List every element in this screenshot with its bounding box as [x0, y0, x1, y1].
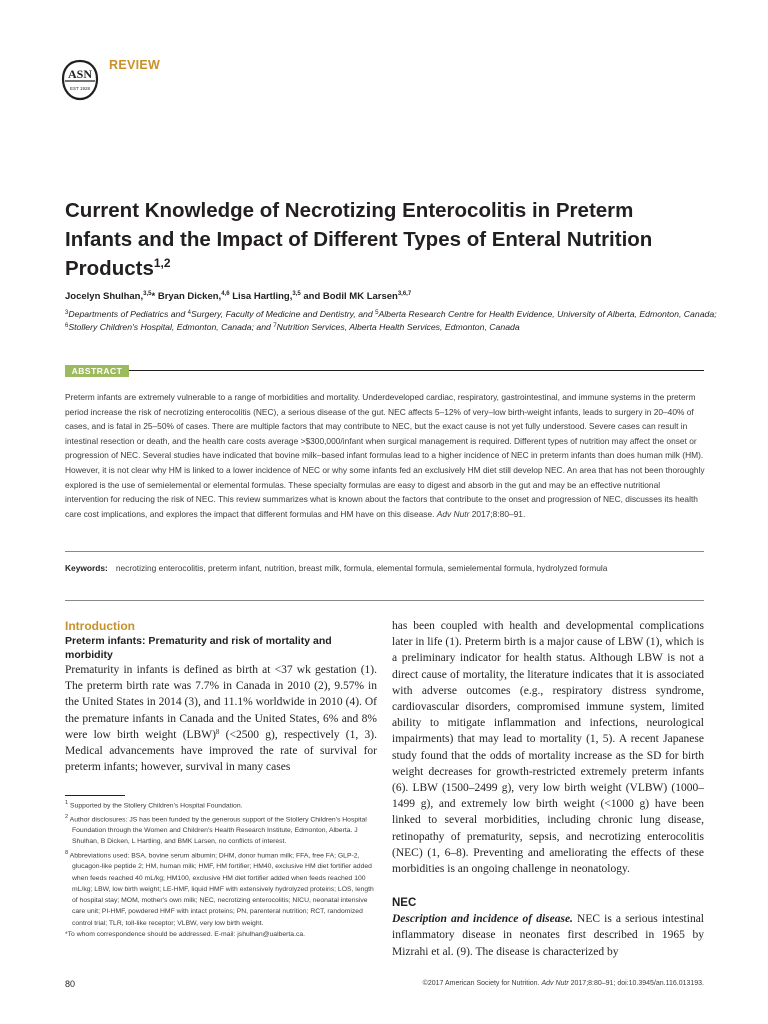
affil-text: Surgery, Faculty of Medicine and Dentistry, and [190, 309, 376, 319]
introduction-heading: Introduction [65, 619, 135, 633]
footnote-text: Author disclosures: JS has been funded by the generous support of the Stollery Children's Hospital Foundation through the Women and Children's Health Research Institute, Edmonton, Alberta. J Shulhan, B Dicken, L Hartling, and BMK Larsen, no conflicts of interest. [69, 815, 367, 846]
introduction-subheading: Preterm infants: Prematurity and risk of mortality and morbidity [65, 635, 332, 661]
footnote-mark: * [65, 931, 68, 939]
footnote-mark: 2 [65, 813, 69, 820]
intro-text-b: (<2500 g), respectively (1, 3). Medical advancements have improved the rate of survival for preterm infants; however, survival in many cases [65, 728, 377, 774]
author-name: Jocelyn Shulhan, [65, 291, 144, 302]
keywords-label: Keywords: [65, 563, 108, 573]
abstract-rule [65, 370, 704, 371]
section-label: REVIEW [109, 58, 161, 72]
keywords-top-rule [65, 551, 704, 552]
footnote [65, 798, 377, 812]
footnote-text: Supported by the Stollery Children's Hospital Foundation. [70, 802, 243, 810]
abstract-citation-rest: 2017;8:80–91. [469, 508, 526, 519]
abstract-citation-journal: Adv Nutr [436, 508, 470, 519]
author-list [65, 290, 725, 304]
affil-text: Stollery Children's Hospital, Edmonton, Canada; and [68, 322, 274, 332]
intro-text-a: Prematurity in infants is defined as birth at <37 wk gestation (1). The preterm birth rate was 7.7% in Canada in 2010 (2), 9.57% in the United States in 2014 (3), and 11.1% worldwide in 2010 (4). Of the premature infants in Canada and the United States, 6% and 8% were low birth weight (LBW) [65, 664, 377, 741]
abbrev-footnote-ref: 8 [215, 727, 220, 736]
author-affil-ref: 3,5 [143, 291, 152, 297]
left-column [65, 618, 377, 775]
affil-ref: 3 [65, 310, 69, 316]
keywords-text: necrotizing enterocolitis, preterm infant, nutrition, breast milk, formula, elemental formula, semielemental formula, hydrolyzed formula [115, 563, 608, 573]
affil-ref: 6 [65, 323, 69, 329]
abstract-text: Preterm infants are extremely vulnerable to a range of morbidities and mortality. Underdeveloped cardiac, respiratory, gastrointestinal, and immune systems in the preterm period increase the risk of necrotizing enterocolitis (NEC), a serious disease of the gut. NEC affects 5–12% of very–low birth-weight infants, leads to surgery in 20–40% of cases, and is fatal in 25–50% of cases. There are multiple factors that may contribute to NEC, but the exact cause is not yet fully understood. Severe cases can result in intestinal resection or death, and the health care costs average >$300,000/infant when surgical management is required. Different types of nutrition may affect the onset or progression of NEC. Several studies have indicated that bovine milk–based infant formulas lead to a higher incidence of NEC in preterm infants than does human milk (HM). However, it is not clear why HM is linked to a lower incidence of NEC or why some infants fed an exclusively HM diet still develop NEC. An area that has not been thoroughly explored is the use of semielemental or elemental formulas. These specialty formulas are easy to digest and absorb in the gut and may be an effective nutritional intervention for reducing the risk of NEC. This review summarizes what is known about the factors that contribute to the onset and progression of NEC, discusses its health care cost implications, and explores the impact that different formulas and HM have on this disease. [65, 392, 705, 519]
affil-ref: 4 [187, 310, 191, 316]
footnotes [65, 798, 377, 940]
affiliations [65, 308, 725, 334]
affil-text: Alberta Research Centre for Health Evidence, University of Alberta, Edmonton, Canada; [378, 309, 717, 319]
right-column [392, 618, 704, 960]
abstract-body [65, 390, 705, 521]
footer-journal: Adv Nutr [541, 980, 569, 987]
keywords [65, 561, 705, 576]
logo-text: ASN [67, 67, 93, 81]
footnote-mark: 1 [65, 800, 69, 806]
nec-lead: Description and incidence of disease. [392, 913, 573, 926]
footnote [65, 929, 377, 940]
article-title [65, 196, 705, 283]
author-affil-ref: 3,5 [292, 291, 301, 297]
footer-citation [423, 980, 704, 987]
title-text: Current Knowledge of Necrotizing Enterocolitis in Preterm Infants and the Impact of Different Types of Enteral Nutrition Products [65, 199, 653, 280]
footnote-rule [65, 795, 125, 796]
footnote [65, 848, 377, 929]
author-affil-ref: 3,6,7 [397, 291, 412, 297]
introduction-paragraph [65, 662, 377, 775]
footer-copyright: ©2017 American Society for Nutrition. [422, 980, 542, 987]
affil-text: Nutrition Services, Alberta Health Services, Edmonton, Canada [276, 322, 520, 332]
keywords-bottom-rule [65, 600, 704, 601]
author-name: Lisa Hartling, [232, 291, 293, 302]
nec-paragraph [392, 911, 704, 960]
footnote [65, 812, 377, 848]
affil-ref: 7 [273, 323, 277, 329]
footnote-text: To whom correspondence should be addressed. E-mail: jshulhan@ualberta.ca. [67, 931, 306, 939]
asn-logo [61, 59, 99, 101]
page-number: 80 [65, 979, 76, 989]
nec-heading: NEC [392, 897, 417, 910]
author-separator: and [300, 291, 323, 302]
logo-subtext: EST 1928 [70, 86, 90, 91]
footnote-text: Abbreviations used: BSA, bovine serum albumin; DHM, donor human milk; FFA, free FA; GLP-2, glucagon-like peptide 2; HM, human milk; HMF, HM fortifier; HM40, exclusive HM diet fortifier added when feeds reached 40 mL/kg; HM100, exclusive HM diet fortifier added when feeds reached 100 mL/kg; LBW, low birth weight; LE-HMF, liquid HMF with extensively hydrolyzed proteins; LOS, length of hospital stay; MOM, mother's own milk; NEC, necrotizing enterocolitis; NICU, neonatal intensive care unit; PI-HMF, powdered HMF with intact proteins; PN, parenteral nutrition; RCT, randomized control trial; TLR, toll-like receptor; VLBW, very low birth weight. [69, 851, 374, 927]
author-name: Bryan Dicken, [157, 291, 222, 302]
abstract-label: ABSTRACT [65, 365, 129, 377]
introduction-continued-paragraph: has been coupled with health and developmental complications later in life (1). Preterm birth is a major cause of LBW (1), which is a preliminary indicator for health status. Although LBW is not a direct cause of mortality, the literature indicates that it is associated with adverse outcomes (e.g., respiratory distress syndrome, cardiovascular disorders, compromised immune system, limited ability to mitigate inflammation and infections, neurological impairments) that may lead to mortality (1, 5). A recent Japanese study found that the odds of mortality increase as the SD for birth weight decreases for growth-restricted extremely preterm infants (6). LBW (1500–2499 g), very low birth weight (VLBW) (1000–1499 g), and extremely low birth weight (<1000 g) have been linked to several morbidities, including chronic lung disease, retinopathy of prematurity, sepsis, and necrotizing enterocolitis (NEC) (1, 6–8). Preventing and ameliorating the effects of these morbidities is an ongoing challenge in neonatology. [392, 620, 704, 876]
author-affil-ref: 4,6 [221, 291, 230, 297]
author-name: Bodil MK Larsen [322, 291, 398, 302]
footnote-mark: 8 [65, 849, 69, 856]
nec-text: NEC is a serious intestinal inflammatory disease in neonates first described in 1965 by Mizrahi et al. (9). The disease is characterized by [392, 913, 704, 958]
footer-cite-rest: 2017;8:80–91; doi:10.3945/an.116.013193. [568, 980, 704, 987]
title-footnote-ref: 1,2 [153, 256, 171, 270]
affil-ref: 5 [375, 310, 379, 316]
author-separator: * [151, 291, 158, 302]
affil-text: Departments of Pediatrics and [68, 309, 188, 319]
